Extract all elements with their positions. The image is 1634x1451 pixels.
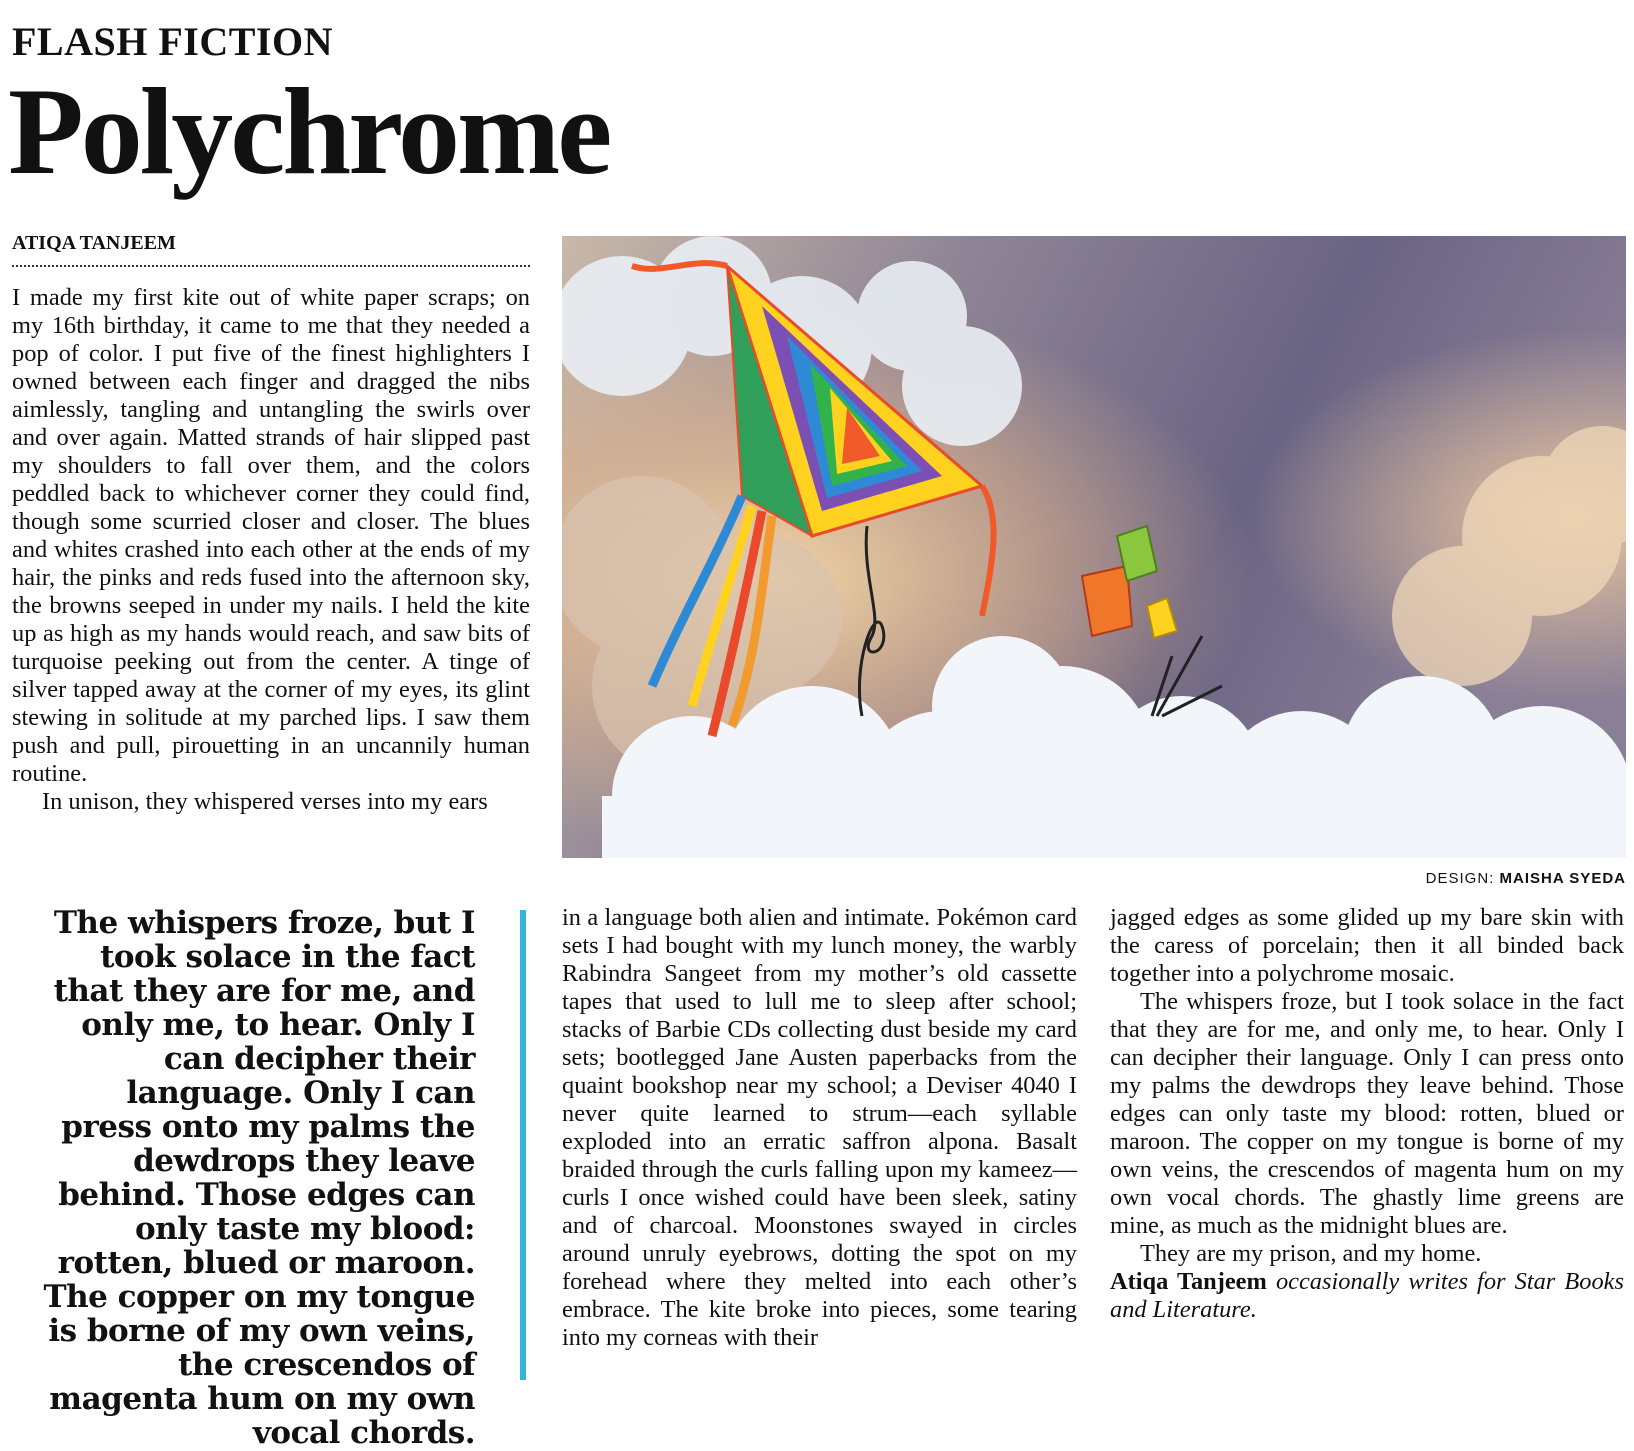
design-credit: [1426, 870, 1626, 887]
paragraph-2-start: In unison, they whispered verses into my ears: [42, 788, 488, 815]
kite-illustration: [562, 236, 1626, 858]
author-bio-name: Atiqa Tanjeem: [1110, 1268, 1267, 1295]
author-bio-text: occasionally writes for Star Books and Literature.: [1110, 1268, 1624, 1323]
section-kicker: FLASH FICTION: [12, 19, 333, 64]
pull-quote: The whispers froze, but I took solace in the fact that they are for me, and only me, to hear. Only I can decipher their language. Only I can press onto my palms the dewdrops they leave behind. Those edges can only taste my blood: rotten, blued or maroon. The copper on my tongue is borne of my own veins, the crescendos of magenta hum on my own vocal chords.: [43, 905, 475, 1451]
article-column-1: [12, 284, 530, 816]
byline: ATIQA TANJEEM: [12, 232, 530, 267]
paragraph-2-end: jagged edges as some glided up my bare skin with the caress of porcelain; then it all binded back together into a polychrome mosaic.: [1110, 904, 1624, 987]
paragraph-4: They are my prison, and my home.: [1140, 1240, 1482, 1267]
article-column-2: [562, 904, 1077, 1352]
headline: Polychrome: [8, 63, 610, 200]
paragraph-3: The whispers froze, but I took solace in the fact that they are for me, and only me, to hear. Only I can decipher their language. Only I can press onto my palms the dewdrops they leave behind. Those edges can only taste my blood: rotten, blued or maroon. The copper on my tongue is borne of my own veins, the crescendos of magenta hum on my own vocal chords. The ghastly lime greens are mine, as much as the midnight blues are.: [1110, 988, 1624, 1239]
paragraph-2-middle: in a language both alien and intimate. Pokémon card sets I had bought with my lunch money, the warbly Rabindra Sangeet from my mother’s old cassette tapes that used to lull me to sleep after school; stacks of Barbie CDs collecting dust beside my card sets; bootlegged Jane Austen paperbacks from the quaint bookshop near my school; a Deviser 4040 I never quite learned to strum—each syllable exploded into an erratic saffron alpona. Basalt braided through the curls falling upon my kameez—curls I once wished could have been sleek, satiny and of charcoal. Moonstones swayed in circles around unruly eyebrows, dotting the spot on my forehead where they melted into each other’s embrace. The kite broke into pieces, some tearing into my corneas with their: [562, 904, 1077, 1351]
credit-name: MAISHA SYEDA: [1499, 870, 1626, 887]
kites-in-clouds-illustration: [562, 236, 1626, 858]
credit-label: DESIGN:: [1425, 870, 1495, 887]
paragraph-1: I made my first kite out of white paper scraps; on my 16th birthday, it came to me that they needed a pop of color. I put five of the finest highlighters I owned between each finger and dragged the nibs aimlessly, tangling and untangling the swirls over and over again. Matted strands of hair slipped past my shoulders to fall over them, and the colors peddled back to whichever corner they could find, though some scurried closer and closer. The blues and whites crashed into each other at the ends of my hair, the pinks and reds fused into the afternoon sky, the browns seeped in under my nails. I held the kite up as high as my hands would reach, and saw bits of turquoise peeking out from the center. A tinge of silver tapped away at the corner of my eyes, its glint stewing in solitude at my parched lips. I saw them push and pull, pirouetting in an uncannily human routine.: [12, 284, 530, 787]
article-column-3: [1110, 904, 1624, 1324]
author-bio: [1110, 1268, 1624, 1324]
pull-quote-rule: [520, 910, 526, 1380]
